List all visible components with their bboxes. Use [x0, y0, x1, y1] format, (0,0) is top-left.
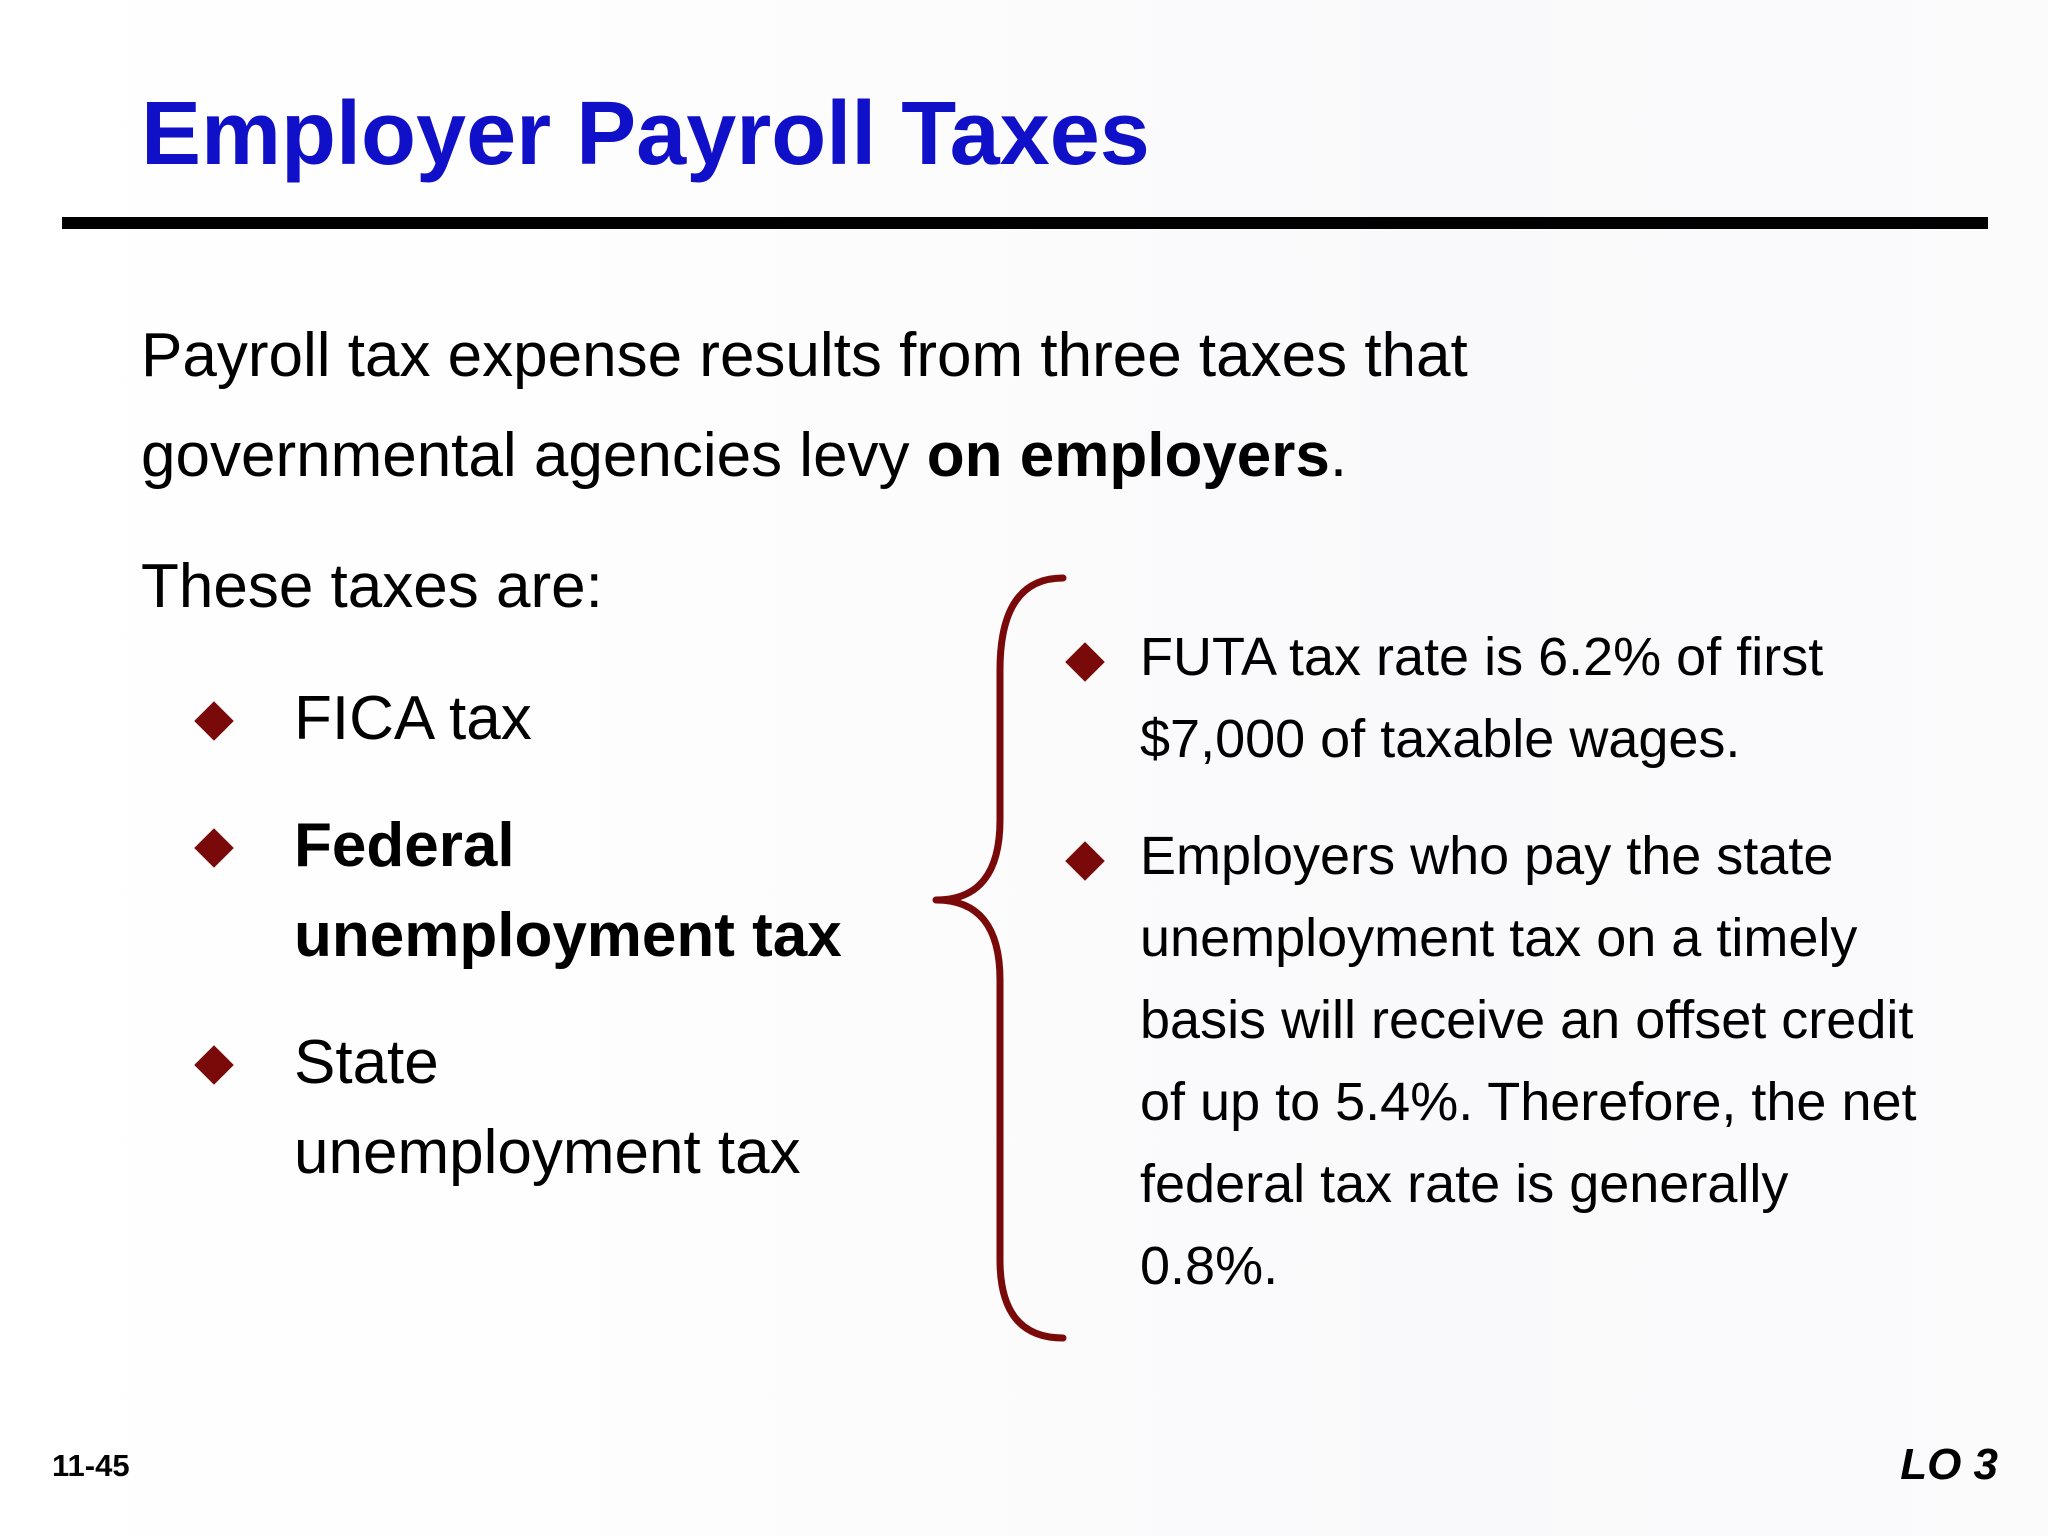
- note-line: unemployment tax on a timely: [1140, 908, 1858, 968]
- note-futa-rate: [1140, 616, 1823, 780]
- tax-item-label: Federal: [294, 811, 515, 880]
- tax-item-label: FICA tax: [294, 684, 532, 753]
- note-line: basis will receive an offset credit: [1140, 990, 1914, 1050]
- tax-item-federal-unemployment: [294, 801, 842, 981]
- tax-item-label: State: [294, 1028, 439, 1097]
- intro-paragraph: [141, 306, 1641, 506]
- intro-period: .: [1329, 421, 1348, 490]
- intro-line-2: [141, 406, 1641, 506]
- tax-item-fica: [294, 674, 532, 764]
- tax-item-label: unemployment tax: [294, 1118, 801, 1187]
- intro-line-2-text: governmental agencies levy: [141, 421, 927, 490]
- note-line: Employers who pay the state: [1140, 826, 1834, 886]
- slide-number: 11-45: [52, 1448, 130, 1483]
- tax-item-label: unemployment tax: [294, 901, 842, 970]
- note-line: 0.8%.: [1140, 1236, 1279, 1296]
- learning-objective: LO 3: [1900, 1440, 1998, 1489]
- note-line: $7,000 of taxable wages.: [1140, 709, 1741, 769]
- slide-title: Employer Payroll Taxes: [141, 84, 1150, 184]
- intro-emphasis: on employers: [926, 421, 1330, 490]
- curly-brace-icon: [930, 570, 1070, 1350]
- title-divider: [62, 217, 1988, 229]
- intro-line-1: Payroll tax expense results from three taxes that: [141, 321, 1468, 390]
- tax-item-state-unemployment: [294, 1018, 801, 1198]
- note-state-credit: [1140, 815, 1917, 1307]
- taxes-lead: These taxes are:: [141, 552, 603, 621]
- note-line: of up to 5.4%. Therefore, the net: [1140, 1072, 1917, 1132]
- note-line: FUTA tax rate is 6.2% of first: [1140, 627, 1824, 687]
- note-line: federal tax rate is generally: [1140, 1154, 1789, 1214]
